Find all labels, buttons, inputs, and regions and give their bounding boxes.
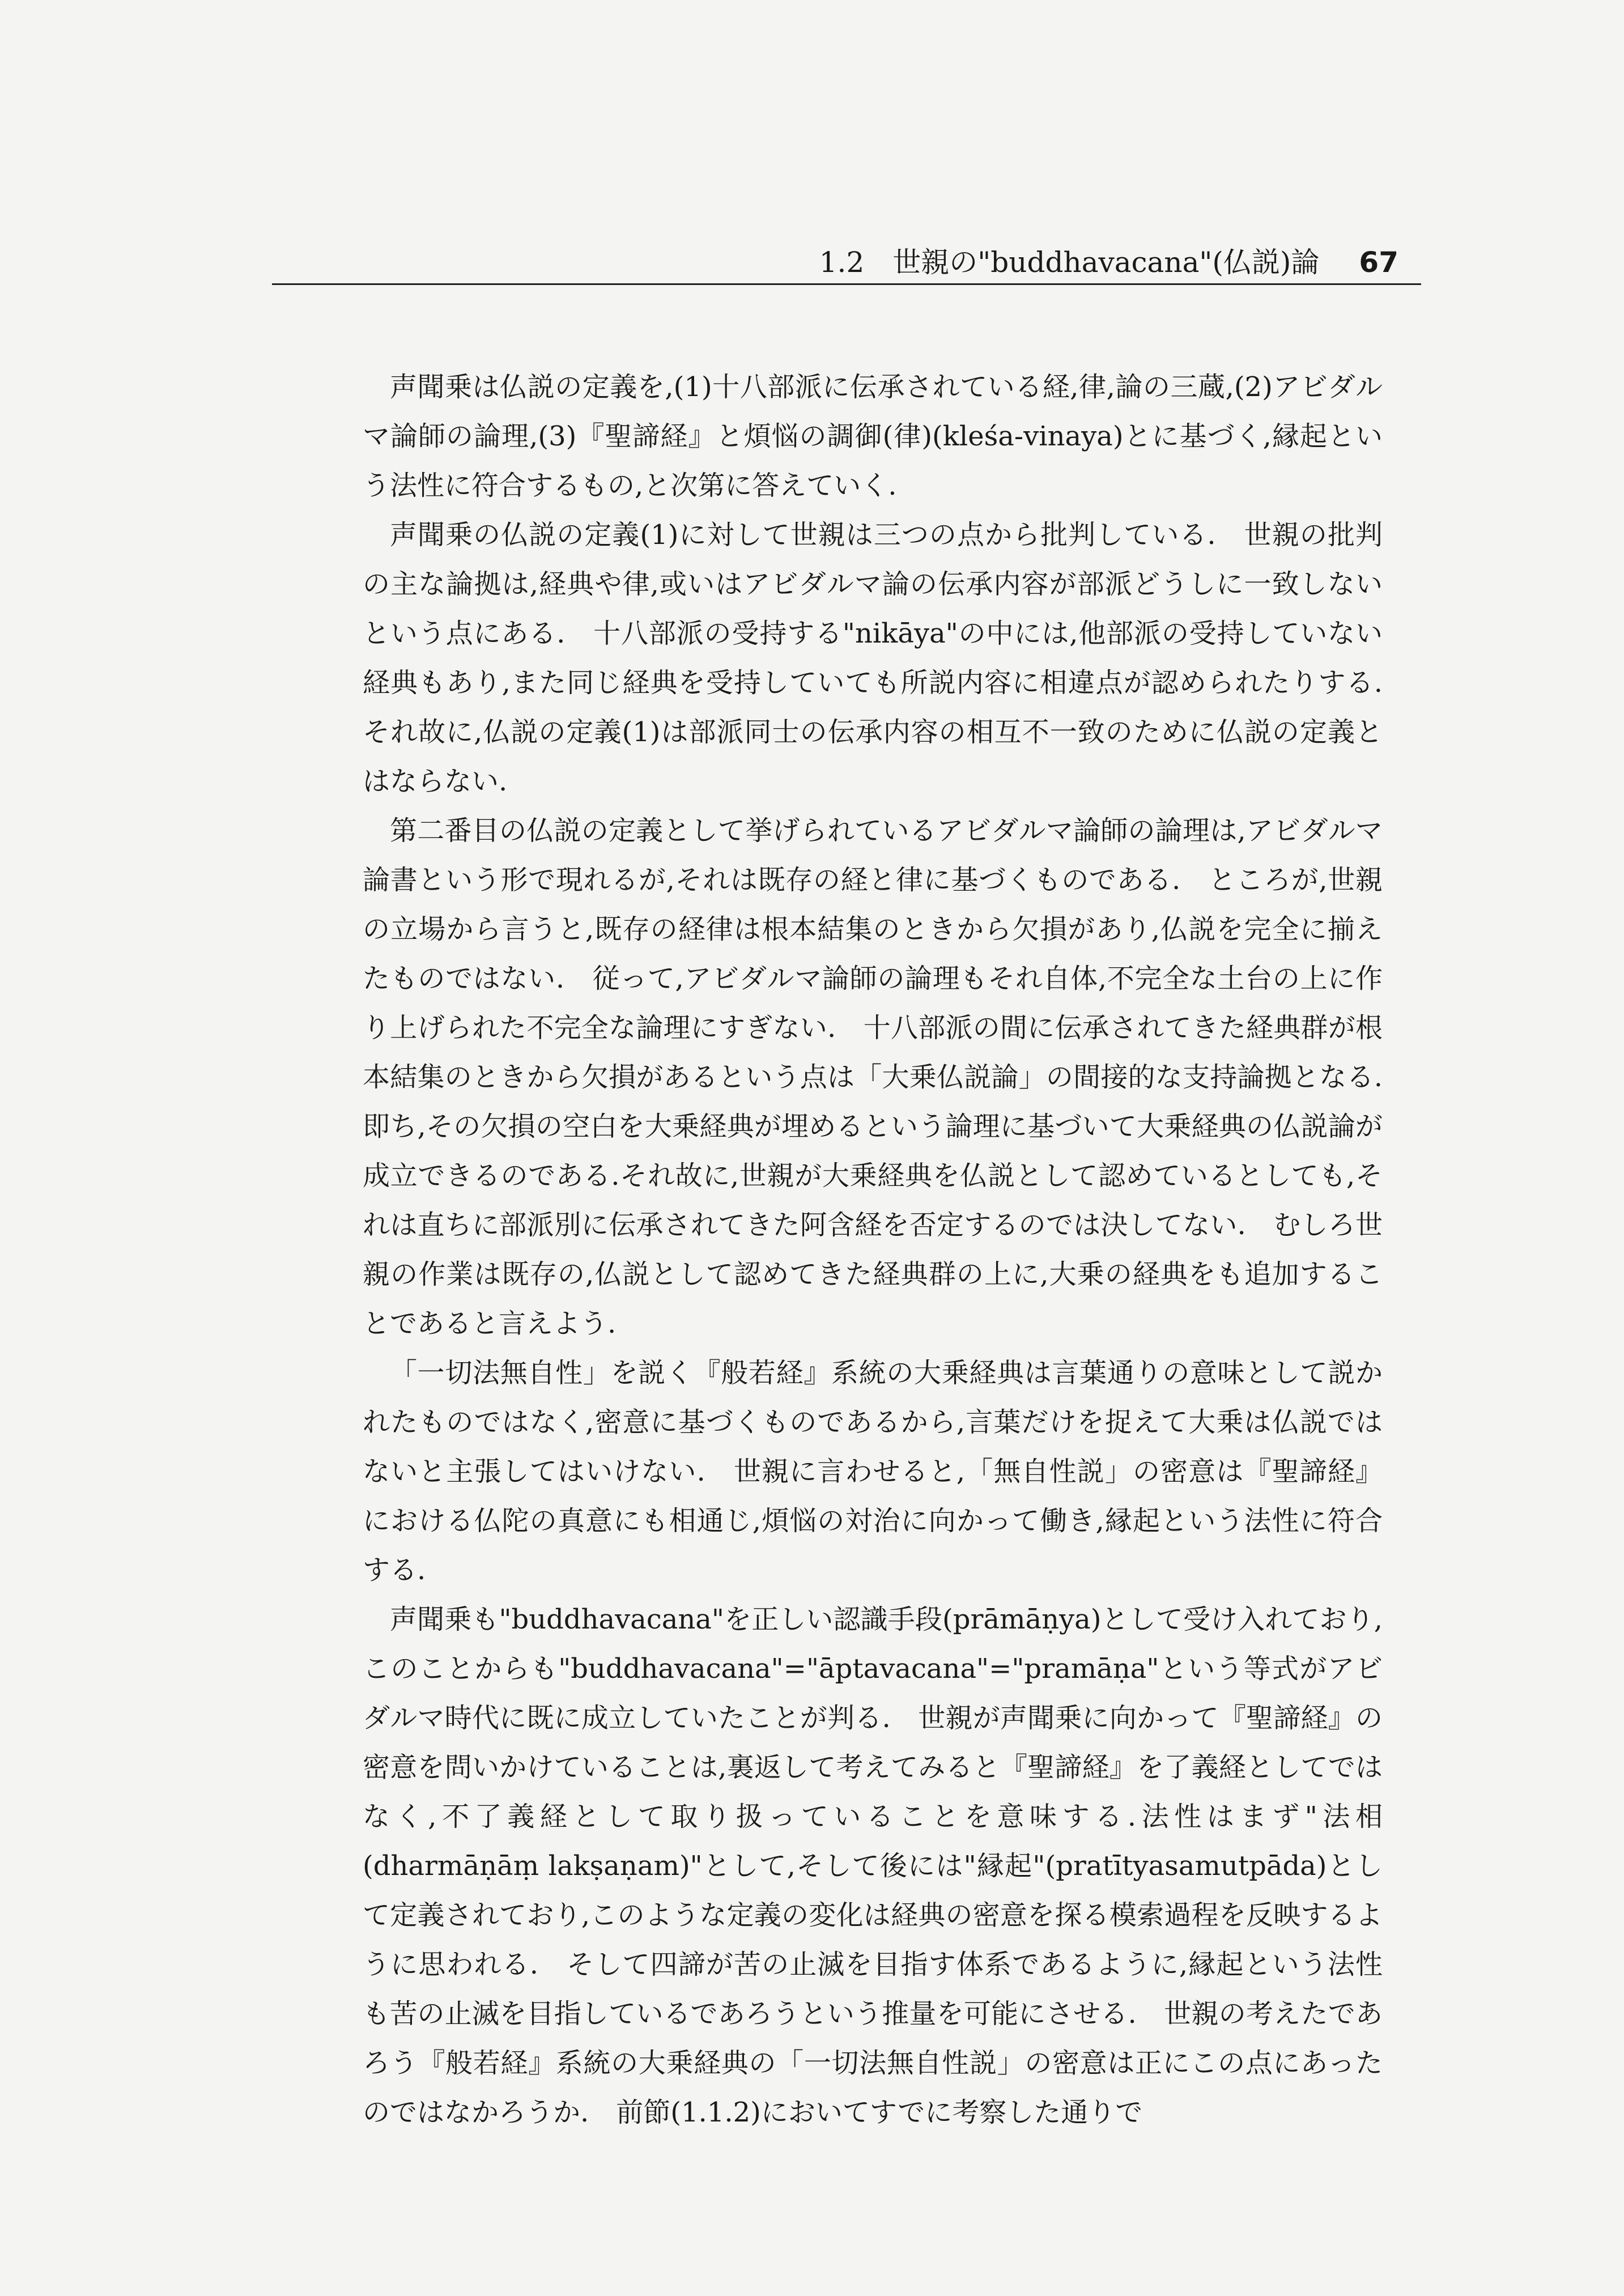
paragraph-5: 声聞乗も"buddhavacana"を正しい認識手段(prāmāṇya)として受け入れており,このことからも"buddhavacana"="āptavacana"="pramāṇa"という等式がアビダルマ時代に既に成立していたことが判る. 世親が声聞乗に向かって『聖諦経』の密意を問いかけていることは,裏返して考えてみると『聖諦経』を了義経としてではなく,不了義経として取り扱っていることを意味する.法性はまず"法相(dharmāṇāṃ lakṣaṇam)"として,そして後には"縁起"(pratītyasamutpāda)として定義されており,このような定義の変化は経典の密意を探る模索過程を反映するように思われる. そして四諦が苦の止滅を目指す体系であるように,縁起という法性も苦の止滅を目指しているであろうという推量を可能にさせる. 世親の考えたであろう『般若経』系統の大乗経典の「一切法無自性説」の密意は正にこの点にあったのではなかろうか. 前節(1.1.2)においてすでに考察した通りで — [363, 1604, 1383, 2128]
paragraph-4: 「一切法無自性」を説く『般若経』系統の大乗経典は言葉通りの意味として説かれたものではなく,密意に基づくものであるから,言葉だけを捉えて大乗は仏説ではないと主張してはいけない. 世親に言わせると,「無自性説」の密意は『聖諦経』における仏陀の真意にも相通じ,煩悩の対治に向かって働き,縁起という法性に符合する. — [363, 1357, 1383, 1586]
body-text — [363, 363, 1410, 2137]
running-head — [272, 244, 1421, 285]
page-number: 67 — [1359, 246, 1398, 279]
paragraph-1: 声聞乗は仏説の定義を,(1)十八部派に伝承されている経,律,論の三蔵,(2)アビダルマ論師の論理,(3)『聖諦経』と煩悩の調御(律)(kleśa-vinaya)とに基づく,縁起という法性に符合するもの,と次第に答えていく. — [363, 371, 1383, 501]
paragraph-2: 声聞乗の仏説の定義(1)に対して世親は三つの点から批判している. 世親の批判の主な論拠は,経典や律,或いはアビダルマ論の伝承内容が部派どうしに一致しないという点にある. 十八部派の受持する"nikāya"の中には,他部派の受持していない経典もあり,また同じ経典を受持していても所説内容に相違点が認められたりする. それ故に,仏説の定義(1)は部派同士の伝承内容の相互不一致のために仏説の定義とはならない. — [363, 519, 1410, 797]
paragraph-3: 第二番目の仏説の定義として挙げられているアビダルマ論師の論理は,アビダルマ論書という形で現れるが,それは既存の経と律に基づくものである. ところが,世親の立場から言うと,既存の経律は根本結集のときから欠損があり,仏説を完全に揃えたものではない. 従って,アビダルマ論師の論理もそれ自体,不完全な土台の上に作り上げられた不完全な論理にすぎない. 十八部派の間に伝承されてきた経典群が根本結集のときから欠損があるという点は「大乗仏説論」の間接的な支持論拠となる. 即ち,その欠損の空白を大乗経典が埋めるという論理に基づいて大乗経典の仏説論が成立できるのである.それ故に,世親が大乗経典を仏説として認めているとしても,それは直ちに部派別に伝承されてきた阿含経を否定するのでは決してない. むしろ世親の作業は既存の,仏説として認めてきた経典群の上に,大乗の経典をも追加することであると言えよう. — [363, 815, 1410, 1340]
running-head-title: 1.2 世親の"buddhavacana"(仏説)論 — [819, 246, 1320, 279]
